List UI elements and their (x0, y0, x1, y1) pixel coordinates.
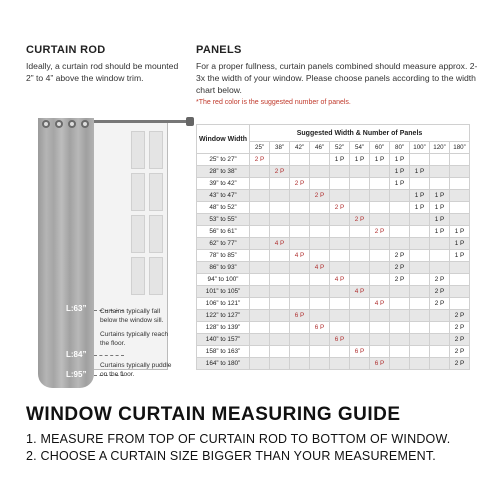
table-cell (350, 178, 370, 190)
table-cell: 4 P (310, 262, 330, 274)
table-cell (430, 238, 450, 250)
table-cell (270, 322, 290, 334)
window-pane (149, 131, 163, 169)
header-window-width: Window Width (197, 125, 250, 154)
table-cell (390, 202, 410, 214)
panels-text: For a proper fullness, curtain panels combined should measure approx. 2-3x the width of your window. Please choose panels according to the width chart below. (196, 61, 478, 95)
table-row (197, 274, 470, 286)
table-cell (430, 358, 450, 370)
table-cell (410, 346, 430, 358)
table-cell (350, 250, 370, 262)
table-row (197, 214, 470, 226)
guide-title: WINDOW CURTAIN MEASURING GUIDE (26, 404, 401, 425)
row-width-label: 25” to 27” (197, 154, 250, 166)
table-cell (310, 202, 330, 214)
table-cell (330, 250, 350, 262)
table-cell (410, 226, 430, 238)
table-cell (410, 238, 430, 250)
table-cell (290, 154, 310, 166)
table-cell (250, 286, 270, 298)
table-cell (370, 178, 390, 190)
table-cell (330, 214, 350, 226)
table-row (197, 226, 470, 238)
table-cell: 2 P (450, 310, 470, 322)
curtain-rod-title: CURTAIN ROD (26, 44, 106, 56)
window-pane (149, 215, 163, 253)
column-header: 100” (410, 142, 430, 154)
table-cell: 1 P (390, 166, 410, 178)
table-cell (390, 322, 410, 334)
table-row (197, 358, 470, 370)
table-row (197, 238, 470, 250)
grommet-icon (55, 120, 63, 128)
table-cell (270, 286, 290, 298)
table-cell (370, 262, 390, 274)
table-row (197, 262, 470, 274)
panel-size-chart (196, 124, 470, 370)
table-cell (270, 214, 290, 226)
table-cell (270, 178, 290, 190)
table-cell (290, 202, 310, 214)
table-cell: 2 P (290, 178, 310, 190)
table-cell (330, 226, 350, 238)
table-cell (370, 190, 390, 202)
table-cell: 4 P (290, 250, 310, 262)
table-cell (310, 238, 330, 250)
table-cell (290, 358, 310, 370)
table-cell (310, 154, 330, 166)
table-cell: 1 P (430, 202, 450, 214)
table-cell (290, 298, 310, 310)
column-header: 60” (370, 142, 390, 154)
table-cell: 1 P (430, 226, 450, 238)
table-cell: 1 P (450, 238, 470, 250)
table-row (197, 310, 470, 322)
table-cell (410, 250, 430, 262)
table-cell: 1 P (410, 190, 430, 202)
column-header: 38” (270, 142, 290, 154)
table-cell (450, 214, 470, 226)
table-cell (270, 310, 290, 322)
table-cell: 1 P (430, 190, 450, 202)
table-cell (410, 274, 430, 286)
table-cell (410, 178, 430, 190)
table-cell (250, 262, 270, 274)
window-pane (131, 257, 145, 295)
table-cell: 2 P (370, 226, 390, 238)
table-cell: 1 P (450, 250, 470, 262)
table-cell (370, 346, 390, 358)
table-cell: 2 P (350, 214, 370, 226)
panels-title: PANELS (196, 44, 242, 56)
table-cell (450, 190, 470, 202)
table-cell (450, 166, 470, 178)
table-row (197, 190, 470, 202)
table-cell: 1 P (390, 154, 410, 166)
table-cell: 2 P (430, 286, 450, 298)
table-cell (250, 250, 270, 262)
column-header: 54” (350, 142, 370, 154)
table-cell (350, 310, 370, 322)
table-cell (450, 154, 470, 166)
table-cell (290, 286, 310, 298)
table-row (197, 154, 470, 166)
column-header: 42” (290, 142, 310, 154)
table-cell: 2 P (250, 154, 270, 166)
table-cell (290, 274, 310, 286)
table-cell (310, 286, 330, 298)
table-cell (250, 358, 270, 370)
row-width-label: 140” to 157” (197, 334, 250, 346)
note-84: Curtains typically reach the floor. (100, 331, 169, 347)
table-row (197, 250, 470, 262)
table-cell (390, 346, 410, 358)
table-cell (390, 310, 410, 322)
table-cell (290, 322, 310, 334)
grommet-icon (42, 120, 50, 128)
table-cell (330, 178, 350, 190)
table-cell (390, 286, 410, 298)
table-row (197, 202, 470, 214)
table-cell (350, 334, 370, 346)
table-cell (330, 310, 350, 322)
table-cell: 2 P (450, 334, 470, 346)
table-cell (270, 154, 290, 166)
column-header: 46” (310, 142, 330, 154)
table-cell: 2 P (450, 346, 470, 358)
table-cell: 4 P (330, 274, 350, 286)
table-cell: 4 P (370, 298, 390, 310)
column-header: 180” (450, 142, 470, 154)
row-width-label: 39” to 42” (197, 178, 250, 190)
table-cell (410, 286, 430, 298)
table-cell (370, 250, 390, 262)
table-cell (310, 214, 330, 226)
table-cell (410, 310, 430, 322)
table-cell (270, 190, 290, 202)
table-cell (350, 262, 370, 274)
table-cell (390, 298, 410, 310)
row-width-label: 62” to 77” (197, 238, 250, 250)
table-cell (410, 322, 430, 334)
table-cell (250, 190, 270, 202)
table-cell (310, 358, 330, 370)
row-width-label: 86” to 93” (197, 262, 250, 274)
table-cell (370, 286, 390, 298)
table-cell: 2 P (270, 166, 290, 178)
row-width-label: 164” to 180” (197, 358, 250, 370)
table-cell (350, 190, 370, 202)
table-cell (410, 214, 430, 226)
table-cell (330, 358, 350, 370)
window-pane (149, 173, 163, 211)
table-cell: 1 P (450, 226, 470, 238)
table-cell (310, 178, 330, 190)
length-63-label: L:63” (66, 304, 87, 313)
table-cell (270, 346, 290, 358)
table-cell: 2 P (450, 358, 470, 370)
window-pane (149, 257, 163, 295)
length-84-line (94, 355, 124, 356)
length-95-label: L:95” (66, 370, 87, 379)
table-cell (330, 262, 350, 274)
table-cell: 6 P (350, 346, 370, 358)
table-cell (270, 262, 290, 274)
table-cell: 2 P (310, 190, 330, 202)
table-cell (250, 238, 270, 250)
table-cell (330, 238, 350, 250)
row-width-label: 53” to 55” (197, 214, 250, 226)
table-row (197, 178, 470, 190)
table-cell (310, 298, 330, 310)
table-cell (430, 322, 450, 334)
header-suggested: Suggested Width & Number of Panels (250, 125, 470, 142)
table-row (197, 334, 470, 346)
table-cell (450, 298, 470, 310)
grommet-icon (68, 120, 76, 128)
table-cell (310, 274, 330, 286)
table-cell (270, 226, 290, 238)
table-cell (410, 154, 430, 166)
table-cell (290, 262, 310, 274)
table-cell (270, 334, 290, 346)
row-width-label: 94” to 100” (197, 274, 250, 286)
table-cell (290, 166, 310, 178)
table-cell (330, 298, 350, 310)
table-cell (450, 286, 470, 298)
table-cell: 6 P (310, 322, 330, 334)
curtain-rod-text: Ideally, a curtain rod should be mounted 2” to 4” above the window trim. (26, 61, 179, 83)
table-cell (430, 178, 450, 190)
table-cell (450, 178, 470, 190)
table-cell (330, 286, 350, 298)
table-cell (410, 298, 430, 310)
table-cell (330, 322, 350, 334)
table-cell: 1 P (430, 214, 450, 226)
table-cell (410, 334, 430, 346)
table-cell (290, 238, 310, 250)
table-cell (330, 166, 350, 178)
table-cell: 2 P (430, 274, 450, 286)
table-cell (390, 214, 410, 226)
table-cell: 2 P (330, 202, 350, 214)
row-width-label: 158” to 163” (197, 346, 250, 358)
grommet-icon (81, 120, 89, 128)
table-cell (370, 238, 390, 250)
table-cell (410, 262, 430, 274)
row-width-label: 56” to 61” (197, 226, 250, 238)
table-cell (450, 202, 470, 214)
table-cell (250, 310, 270, 322)
table-cell: 2 P (450, 322, 470, 334)
table-cell (250, 334, 270, 346)
table-cell: 6 P (290, 310, 310, 322)
row-width-label: 128” to 139” (197, 322, 250, 334)
table-cell (370, 334, 390, 346)
table-cell (330, 346, 350, 358)
column-header: 52” (330, 142, 350, 154)
row-width-label: 43” to 47” (197, 190, 250, 202)
table-cell (250, 202, 270, 214)
table-cell (350, 274, 370, 286)
table-cell (430, 334, 450, 346)
window-pane (131, 215, 145, 253)
row-width-label: 28” to 38” (197, 166, 250, 178)
column-header: 80” (390, 142, 410, 154)
table-cell (270, 202, 290, 214)
column-header: 25” (250, 142, 270, 154)
table-row (197, 346, 470, 358)
table-cell: 1 P (390, 178, 410, 190)
table-cell (310, 166, 330, 178)
table-row (197, 298, 470, 310)
table-cell (250, 322, 270, 334)
guide-step-1: 1. MEASURE FROM TOP OF CURTAIN ROD TO BOTTOM OF WINDOW. (26, 432, 451, 446)
table-cell: 6 P (330, 334, 350, 346)
table-cell: 6 P (370, 358, 390, 370)
table-cell (250, 274, 270, 286)
table-cell: 2 P (390, 250, 410, 262)
guide-step-2: 2. CHOOSE A CURTAIN SIZE BIGGER THAN YOUR MEASUREMENT. (26, 449, 436, 463)
table-cell (290, 190, 310, 202)
table-cell (350, 166, 370, 178)
row-width-label: 106” to 121” (197, 298, 250, 310)
table-cell: 1 P (410, 166, 430, 178)
table-cell (430, 346, 450, 358)
table-cell (250, 214, 270, 226)
table-cell (310, 226, 330, 238)
table-cell (390, 190, 410, 202)
table-cell (290, 214, 310, 226)
table-cell (370, 322, 390, 334)
row-width-label: 122” to 127” (197, 310, 250, 322)
table-cell (370, 202, 390, 214)
table-cell (430, 262, 450, 274)
rod-finial (186, 117, 194, 126)
table-cell (450, 262, 470, 274)
table-cell: 1 P (410, 202, 430, 214)
table-cell (250, 166, 270, 178)
note-95: Curtains typically puddle on the floor. (100, 362, 172, 378)
table-cell (310, 310, 330, 322)
table-cell (250, 298, 270, 310)
row-width-label: 78” to 85” (197, 250, 250, 262)
row-width-label: 101” to 105” (197, 286, 250, 298)
table-cell (250, 226, 270, 238)
table-cell (370, 274, 390, 286)
table-cell (390, 238, 410, 250)
table-cell (370, 166, 390, 178)
red-color-note: *The red color is the suggested number of panels. (196, 99, 351, 106)
table-cell (270, 358, 290, 370)
table-cell: 2 P (390, 274, 410, 286)
table-cell: 2 P (430, 298, 450, 310)
table-cell (330, 190, 350, 202)
table-cell (350, 238, 370, 250)
length-84-label: L:84” (66, 350, 87, 359)
note-63: Curtains typically fall below the window sill. (100, 308, 164, 324)
table-cell (430, 250, 450, 262)
table-cell (350, 202, 370, 214)
window-pane (131, 131, 145, 169)
table-cell (430, 310, 450, 322)
table-cell (350, 226, 370, 238)
table-cell (270, 250, 290, 262)
row-width-label: 48” to 52” (197, 202, 250, 214)
column-header: 120” (430, 142, 450, 154)
table-row (197, 322, 470, 334)
table-cell (390, 226, 410, 238)
table-cell (430, 154, 450, 166)
table-cell (250, 178, 270, 190)
table-cell (270, 298, 290, 310)
table-cell: 1 P (370, 154, 390, 166)
table-cell: 1 P (350, 154, 370, 166)
table-cell (430, 166, 450, 178)
table-row (197, 166, 470, 178)
table-cell (310, 346, 330, 358)
curtain-panel (38, 118, 94, 388)
table-cell: 4 P (270, 238, 290, 250)
table-cell (290, 334, 310, 346)
table-cell (410, 358, 430, 370)
table-cell (370, 310, 390, 322)
table-cell (310, 250, 330, 262)
table-cell (250, 346, 270, 358)
table-cell (290, 346, 310, 358)
table-cell (390, 334, 410, 346)
table-cell (310, 334, 330, 346)
window-pane (131, 173, 145, 211)
table-cell (450, 274, 470, 286)
table-cell (350, 322, 370, 334)
table-cell: 4 P (350, 286, 370, 298)
table-cell (270, 274, 290, 286)
table-cell (290, 226, 310, 238)
table-row (197, 286, 470, 298)
table-cell: 1 P (330, 154, 350, 166)
table-cell: 2 P (390, 262, 410, 274)
table-cell (370, 214, 390, 226)
table-cell (350, 358, 370, 370)
table-cell (390, 358, 410, 370)
table-cell (350, 298, 370, 310)
